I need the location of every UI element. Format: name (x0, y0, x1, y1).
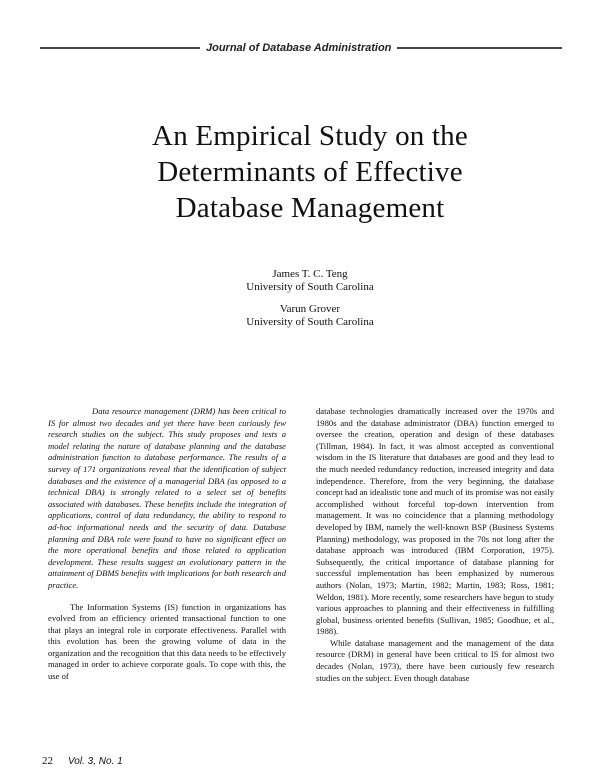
title-line: Database Management (175, 192, 445, 224)
title-line: Determinants of Effective (157, 156, 463, 188)
author-name: James T. C. Teng (272, 268, 348, 280)
author-name: Varun Grover (279, 303, 341, 315)
abstract: Data resource management (DRM) has been critical to IS for almost two decades and yet there have been curiously few research studies on the subject. This study proposes and tests a model relating the nature of database planning and the database administration function to database performance. The results of a survey of 171 organizations reveal that the identification of subject databases and the existence of a managerial DBA (as opposed to a technical DBA) is strongly related to a select set of benefits associated with databases. These benefits include the integration of applications, control of data redundancy, the ability to respond to ad-hoc informational needs and the security of data. Database planning and DBA role were found to have no significant effect on the more operational benefits and those related to application development. These results suggest an evolutionary pattern in the attainment of DBMS benefits with implications for both research and practice. (48, 406, 286, 590)
page-number: 22 (42, 755, 53, 767)
right-column (316, 406, 554, 684)
body-paragraph: While database management and the management of the data resource (DRM) in general have been critical to IS for almost two decades (Nolan, 1973), there have been curiously few research studies on the subject. Even though database (316, 637, 554, 683)
page-footer (42, 755, 342, 769)
intro-paragraph: The Information Systems (IS) function in organizations has evolved from an efficiency oriented transactional function to one that plays an integral role in corporate effectiveness. Parallel with this evolution has been the growing volume of data in the organization and the recognition that this data needs to be effectively managed in order to achieve corporate goals. To cope with this, the use of (48, 601, 286, 682)
article-title (60, 118, 560, 226)
author-2 (160, 303, 460, 329)
author-affiliation: University of South Carolina (246, 316, 374, 328)
left-column (48, 406, 286, 683)
body-paragraph: database technologies dramatically increased over the 1970s and 1980s and the database administrator (DBA) function emerged to oversee the creation, operation and design of these databases (Tillman, 1984). In fact, it was almost accepted as conventional wisdom in the IS literature that databases are good and they lead to the much needed redundancy reduction, increased integrity and data independence. Therefore, from the very beginning, the database concept had an idealistic tone and much of its promise was not easily accomplished without forceful top-down intervention from management. It was no coincidence that a planning methodology developed by IBM, namely the well-known BSP (Business Systems Planning) methodology, was proposed in the 70s not long after the database approach was introduced (IBM Corporation, 1975). Subsequently, the critical importance of database planning for successful implementation has been emphasized by numerous authors (Nolan, 1973; Martin, 1982; Martin, 1983; Ross, 1981; Weldon, 1981). More recently, some researchers have begun to study various approaches to planning and their effectiveness in fulfilling global, business oriented benefits (Sullivan, 1985; Goodhue, et al., 1988). (316, 406, 554, 637)
journal-name: Journal of Database Administration (200, 40, 397, 56)
title-line: An Empirical Study on the (152, 120, 468, 152)
author-1 (160, 268, 460, 294)
issue-label: Vol. 3, No. 1 (68, 756, 123, 767)
author-affiliation: University of South Carolina (246, 281, 374, 293)
running-header (40, 40, 562, 60)
